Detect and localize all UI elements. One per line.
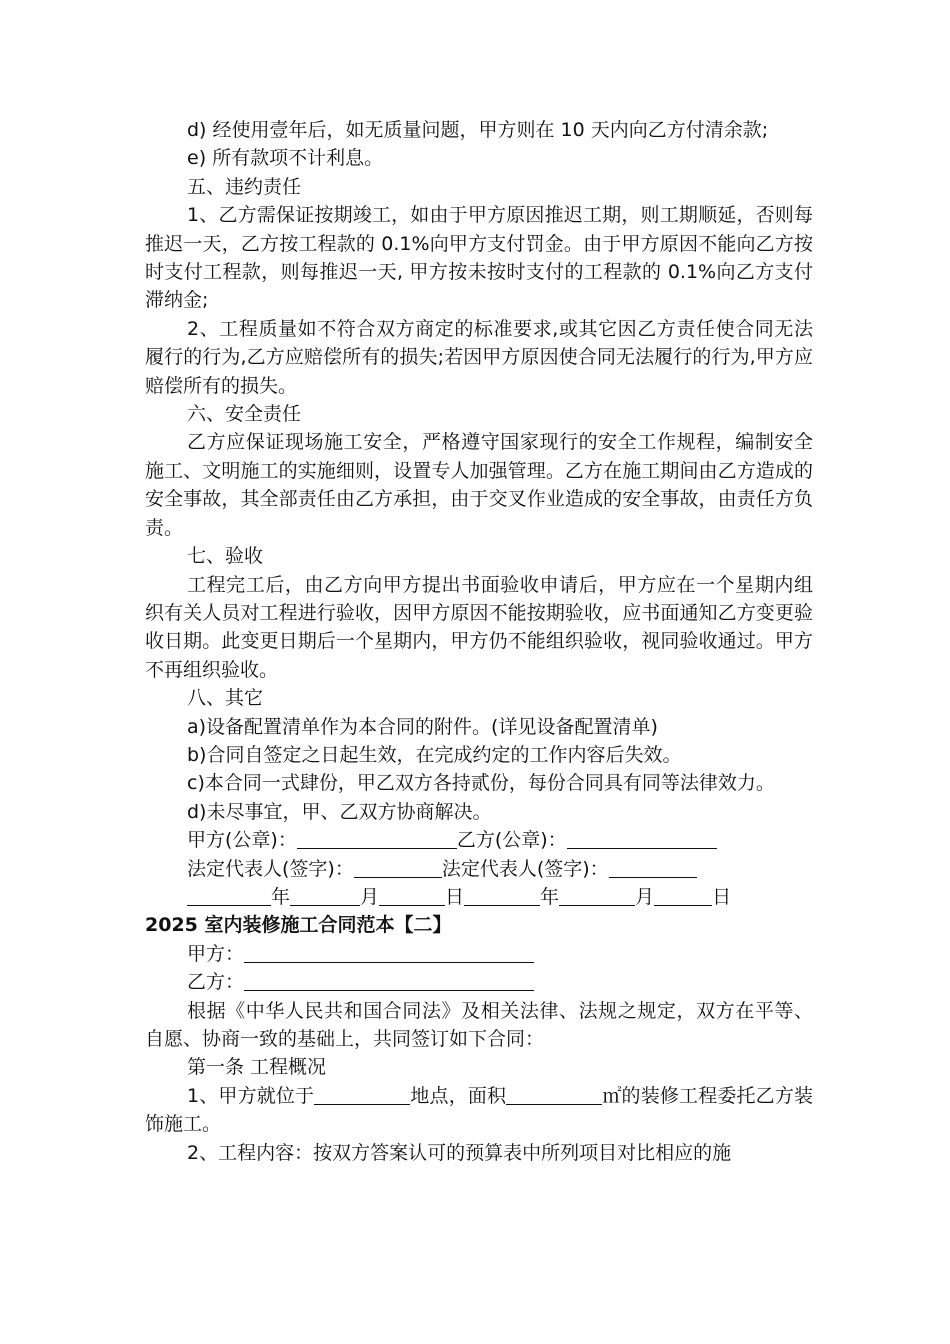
seal-line — [145, 826, 813, 854]
other-clause-d: d)未尽事宜，甲、乙双方协商解决。 — [187, 800, 492, 823]
breach-clause-1: 1、乙方需保证按期竣工，如由于甲方原因推迟工期，则工期顺延，否则每推迟一天，乙方按工程款的 0.1%向甲方支付罚金。由于甲方原因不能向乙方按时支付工程款，则每推迟一天, 甲方按未按时支付的工程款的 0.1%向乙方支付滞纳金; — [145, 204, 813, 312]
section-heading-other: 八、其它 — [187, 687, 264, 710]
item1-text-b: 地点，面积 — [410, 1084, 507, 1107]
article1-title: 第一条 工程概况 — [187, 1056, 327, 1079]
section2-title: 2025 室内装修施工合同范本【二】 — [145, 914, 452, 937]
section-heading-acceptance: 七、验收 — [187, 545, 264, 568]
rep-b-label: 法定代表人(签字)： — [441, 857, 609, 880]
rep-a-blank[interactable] — [354, 857, 442, 878]
party-b-label: 乙方： — [187, 971, 245, 994]
safety-clause: 乙方应保证现场施工安全，严格遵守国家现行的安全工作规程，编制安全施工、文明施工的实施细则，设置专人加强管理。乙方在施工期间由乙方造成的安全事故，其全部责任由乙方承担，由于交叉作业造成的安全事故，由责任方负责。 — [145, 431, 813, 539]
article1-item2: 2、工程内容：按双方答案认可的预算表中所列项目对比相应的施 — [187, 1141, 732, 1164]
date-b-month-blank[interactable] — [559, 885, 635, 906]
clause-d-final-payment: d) 经使用壹年后，如无质量问题，甲方则在 10 天内向乙方付清余款; — [187, 119, 769, 141]
document-body — [145, 116, 813, 1167]
party-a-seal-blank[interactable] — [297, 828, 457, 849]
party-b-seal-blank[interactable] — [567, 828, 717, 849]
party-a-blank[interactable] — [244, 942, 534, 963]
rep-b-blank[interactable] — [609, 857, 697, 878]
date-line — [145, 883, 813, 911]
date-a-year-blank[interactable] — [187, 885, 271, 906]
breach-clause-2: 2、工程质量如不符合双方商定的标准要求,或其它因乙方责任使合同无法履行的行为,乙方应赔偿所有的损失;若因甲方原因使合同无法履行的行为,甲方应赔偿所有的损失。 — [145, 317, 813, 397]
date-a-day-label: 日 — [445, 885, 465, 908]
area-blank[interactable] — [506, 1084, 602, 1105]
date-a-month-blank[interactable] — [290, 885, 360, 906]
party-b-seal-label: 乙方(公章)： — [456, 829, 567, 852]
item1-text-a: 1、甲方就位于 — [187, 1084, 315, 1107]
party-a-seal-label: 甲方(公章)： — [187, 829, 297, 852]
representative-line — [145, 855, 813, 883]
clause-e-no-interest: e) 所有款项不计利息。 — [187, 147, 384, 170]
date-b-day-blank[interactable] — [654, 885, 712, 906]
party-a-label: 甲方： — [187, 942, 245, 965]
section-heading-breach: 五、违约责任 — [187, 175, 302, 198]
party-b-blank[interactable] — [244, 970, 534, 991]
location-blank[interactable] — [314, 1084, 410, 1105]
contract-intro: 根据《中华人民共和国合同法》及相关法律、法规之规定，双方在平等、自愿、协商一致的基础上，共同签订如下合同： — [145, 999, 813, 1050]
date-b-year-blank[interactable] — [464, 885, 540, 906]
date-a-year-label: 年 — [271, 885, 291, 908]
section-heading-safety: 六、安全责任 — [187, 403, 302, 426]
rep-a-label: 法定代表人(签字)： — [187, 857, 354, 880]
other-clause-a: a)设备配置清单作为本合同的附件。(详见设备配置清单) — [187, 715, 658, 738]
party-b-line — [145, 968, 813, 996]
date-b-year-label: 年 — [540, 885, 560, 908]
other-clause-c: c)本合同一式肆份，甲乙双方各持贰份，每份合同具有同等法律效力。 — [187, 772, 775, 795]
date-b-day-label: 日 — [712, 885, 732, 908]
item1-text-c: ㎡的装修工程委托乙方装饰施工。 — [145, 1084, 813, 1136]
acceptance-clause: 工程完工后，由乙方向甲方提出书面验收申请后，甲方应在一个星期内组织有关人员对工程进行验收，因甲方原因不能按期验收，应书面通知乙方变更验收日期。此变更日期后一个星期内，甲方仍不能组织验收，视同验收通过。甲方不再组织验收。 — [145, 573, 813, 681]
date-a-day-blank[interactable] — [379, 885, 445, 906]
other-clause-b: b)合同自签定之日起生效，在完成约定的工作内容后失效。 — [187, 743, 682, 766]
date-b-month-label: 月 — [635, 885, 655, 908]
date-a-month-label: 月 — [360, 885, 380, 908]
article1-item1 — [145, 1082, 813, 1139]
party-a-line — [145, 940, 813, 968]
